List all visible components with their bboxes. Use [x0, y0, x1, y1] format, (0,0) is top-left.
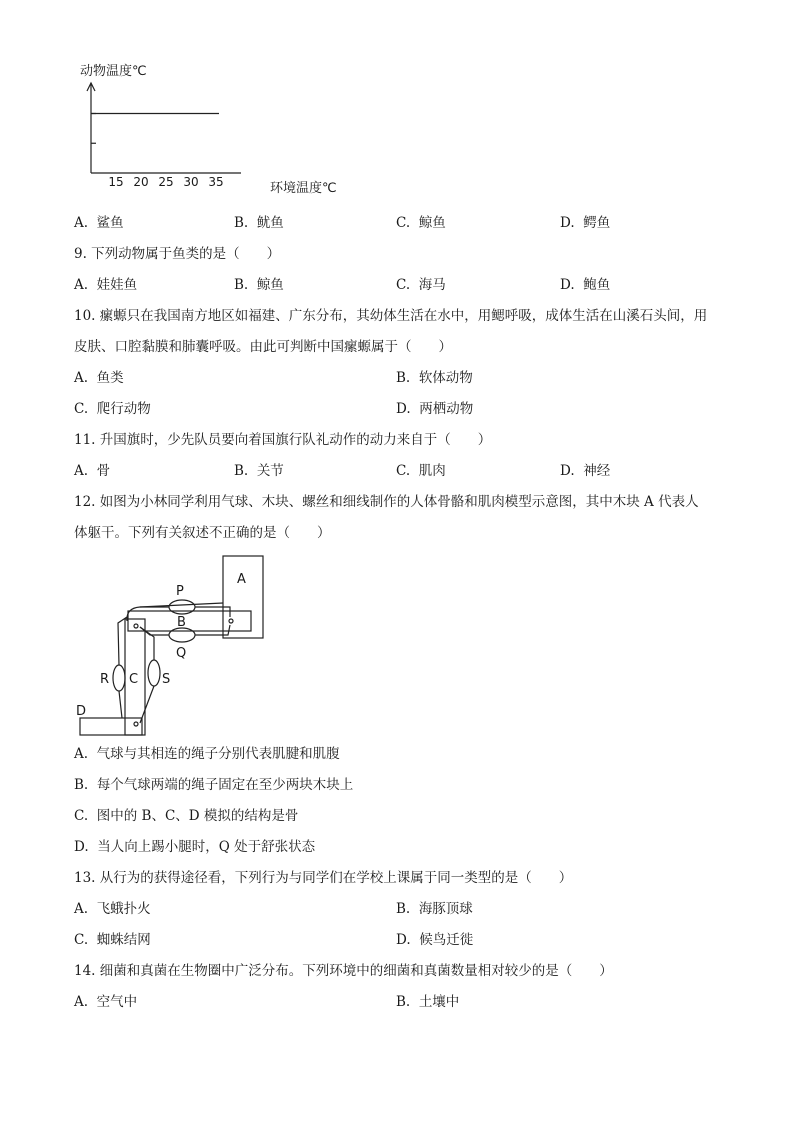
q12-option-d[interactable]: D. 当人向上踢小腿时，Q 处于舒张状态 [74, 839, 316, 855]
q13-option-a[interactable]: A. 飞蛾扑火 [74, 901, 151, 917]
q13-stem: 13. 从行为的获得途径看，下列行为与同学们在学校上课属于同一类型的是（ ） [74, 870, 573, 886]
q11-option-d[interactable]: D. 神经 [560, 463, 611, 479]
q9-stem: 9. 下列动物属于鱼类的是（ ） [74, 246, 281, 262]
label-a: A [237, 572, 246, 587]
q9-option-c[interactable]: C. 海马 [396, 277, 446, 293]
q9-option-b[interactable]: B. 鲸鱼 [234, 277, 284, 293]
q12-option-a[interactable]: A. 气球与其相连的绳子分别代表肌腱和肌腹 [74, 746, 340, 762]
q9-option-d[interactable]: D. 鲍鱼 [560, 277, 611, 293]
label-s: S [162, 672, 171, 687]
q8-option-a[interactable]: A. 鲨鱼 [74, 215, 124, 231]
q12-option-c[interactable]: C. 图中的 B、C、D 模拟的结构是骨 [74, 808, 299, 824]
q10-option-b[interactable]: B. 软体动物 [396, 370, 473, 386]
q12-stem-line1: 12. 如图为小林同学利用气球、木块、螺丝和细线制作的人体骨骼和肌肉模型示意图，其中木块 A 代表人 [74, 494, 699, 510]
chart-xlabel: 环境温度℃ [270, 181, 337, 196]
chart-ylabel: 动物温度℃ [80, 64, 147, 79]
label-p: P [176, 584, 184, 599]
q10-option-a[interactable]: A. 鱼类 [74, 370, 124, 386]
q11-stem: 11. 升国旗时，少先队员要向着国旗行队礼动作的动力来自于（ ） [74, 432, 492, 448]
label-b: B [177, 615, 186, 630]
q13-option-b[interactable]: B. 海豚顶球 [396, 901, 473, 917]
label-r: R [100, 672, 110, 687]
label-d: D [76, 704, 87, 719]
q12-stem-line2: 体躯干。下列有关叙述不正确的是（ ） [74, 525, 331, 541]
x-tick-label: 20 [133, 175, 149, 189]
q10-stem-line2: 皮肤、口腔黏膜和肺囊呼吸。由此可判断中国瘰螈属于（ ） [74, 339, 452, 355]
balloon-r [113, 665, 125, 691]
q14-option-a[interactable]: A. 空气中 [74, 994, 138, 1010]
chart-axes [87, 83, 241, 173]
x-tick-label: 25 [158, 175, 174, 189]
q10-option-d[interactable]: D. 两栖动物 [396, 401, 474, 417]
block-d [80, 718, 142, 735]
muscle-model-figure [70, 553, 270, 738]
q14-option-b[interactable]: B. 土壤中 [396, 994, 460, 1010]
chart-yticks [91, 114, 96, 144]
x-tick-label: 30 [183, 175, 199, 189]
balloon-p [169, 600, 195, 614]
q12-option-b[interactable]: B. 每个气球两端的绳子固定在至少两块木块上 [74, 777, 354, 793]
balloon-s [148, 660, 160, 686]
q8-option-d[interactable]: D. 鳄鱼 [560, 215, 611, 231]
label-q: Q [176, 646, 187, 661]
label-c: C [129, 672, 139, 687]
x-tick-label: 15 [108, 175, 124, 189]
q11-option-c[interactable]: C. 肌肉 [396, 463, 446, 479]
q10-option-c[interactable]: C. 爬行动物 [74, 401, 151, 417]
q9-option-a[interactable]: A. 娃娃鱼 [74, 277, 138, 293]
q13-option-d[interactable]: D. 候鸟迁徙 [396, 932, 474, 948]
balloon-q [169, 628, 195, 642]
q11-option-b[interactable]: B. 关节 [234, 463, 284, 479]
q11-option-a[interactable]: A. 骨 [74, 463, 111, 479]
q8-option-c[interactable]: C. 鲸鱼 [396, 215, 446, 231]
x-tick-label: 35 [208, 175, 224, 189]
block-a [223, 556, 263, 638]
chart-xticks [108, 175, 223, 189]
q14-stem: 14. 细菌和真菌在生物圈中广泛分布。下列环境中的细菌和真菌数量相对较少的是（ ） [74, 963, 613, 979]
q10-stem-line1: 10. 瘰螈只在我国南方地区如福建、广东分布，其幼体生活在水中，用鳃呼吸，成体生活在山溪石头间，用 [74, 308, 708, 324]
q13-option-c[interactable]: C. 蜘蛛结网 [74, 932, 151, 948]
q8-option-b[interactable]: B. 鱿鱼 [234, 215, 284, 231]
temperature-chart [70, 58, 370, 203]
